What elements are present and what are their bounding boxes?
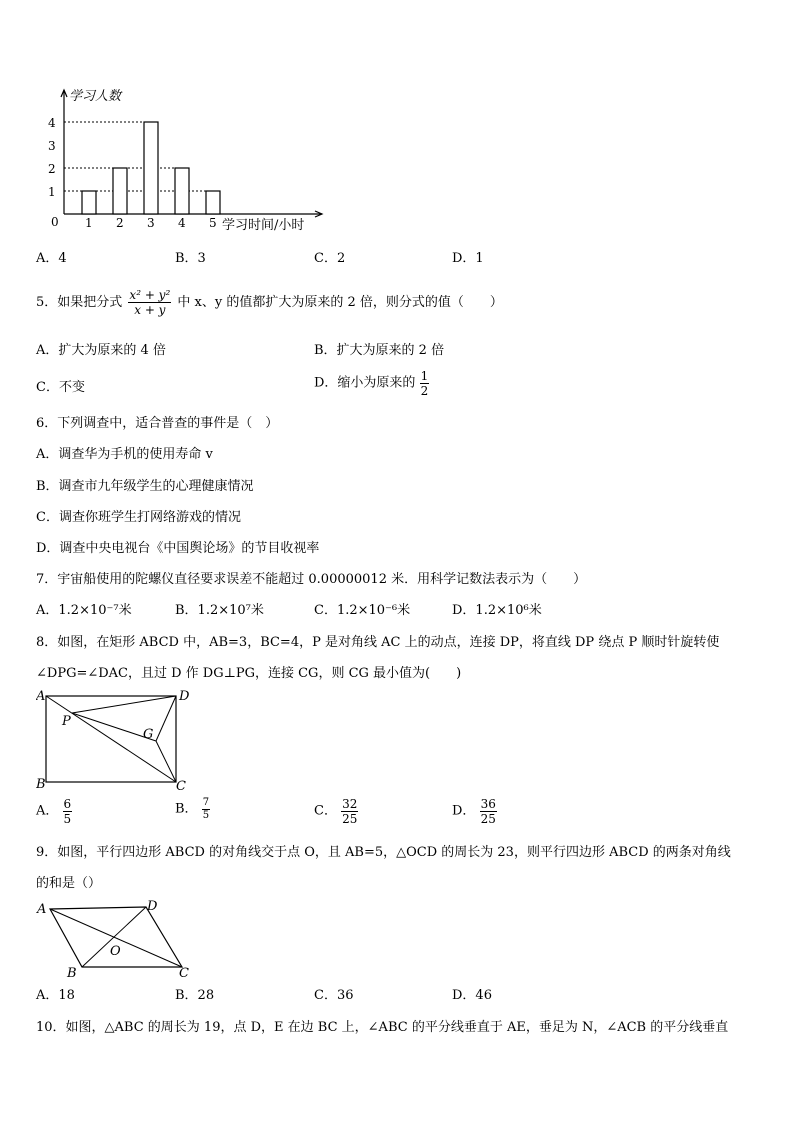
- q5-option-d-fraction: [420, 369, 430, 398]
- q8-a-denominator: 5: [63, 812, 72, 826]
- q8-option-b: [175, 797, 210, 822]
- q6-option-d: D．调查中央电视台《中国舆论场》的节目收视率: [36, 541, 320, 556]
- q9-option-a: A．18: [36, 988, 75, 1003]
- q8-option-b-letter: B．: [175, 801, 198, 817]
- q4-option-b: B．3: [175, 251, 206, 266]
- x-tick-label-3: 3: [147, 216, 155, 230]
- label-p: P: [62, 714, 71, 729]
- label-c: C: [176, 779, 186, 792]
- q5-fraction: [128, 288, 171, 317]
- q5-suffix: 中 x、y 的值都扩大为原来的 2 倍，则分式的值（ ）: [177, 295, 503, 310]
- q8-option-a: [36, 797, 72, 826]
- label-d: D: [147, 899, 158, 914]
- x-tick-label-2: 2: [116, 216, 124, 230]
- label-a: A: [37, 902, 47, 917]
- q4-option-a: A．4: [36, 251, 67, 266]
- study-time-bar-chart: [40, 80, 340, 240]
- y-axis-label: 学习人数: [69, 89, 122, 104]
- q8-option-b-fraction: [202, 797, 210, 822]
- label-g: G: [143, 727, 154, 742]
- q8-option-d-fraction: [480, 797, 497, 826]
- x-tick-label-4: 4: [178, 216, 186, 230]
- q4-option-c: C．2: [314, 251, 346, 266]
- q7-stem: 7．宇宙船使用的陀螺仪直径要求误差不能超过 0.00000012 米．用科学记数法表示为（ ）: [36, 572, 587, 587]
- q5-d-denominator: 2: [420, 384, 429, 398]
- segment-pd: [72, 696, 176, 713]
- y-tick-label-1: 1: [48, 185, 56, 199]
- q8-stem-line1: 8．如图，在矩形 ABCD 中，AB=3，BC=4，P 是对角线 AC 上的动点，连接 DP，将直线 DP 绕点 P 顺时针旋转使: [36, 635, 720, 650]
- q8-a-numerator: 6: [63, 797, 72, 811]
- q5-option-c: C．不变: [36, 380, 85, 395]
- q6-option-c: C．调查你班学生打网络游戏的情况: [36, 510, 241, 525]
- q8-option-a-letter: A．: [36, 803, 59, 819]
- q7-option-d: D．1.2×10⁶米: [452, 603, 542, 618]
- x-axis-label: 学习时间/小时: [222, 218, 305, 233]
- y-tick-label-2: 2: [48, 162, 56, 176]
- q5-option-d: [314, 369, 429, 398]
- q9-stem-line1: 9．如图，平行四边形 ABCD 的对角线交于点 O，且 AB=5，△OCD 的周长为 23，则平行四边形 ABCD 的两条对角线: [36, 845, 731, 860]
- q5-stem: [36, 288, 503, 317]
- label-o: O: [110, 944, 121, 959]
- q7-option-a: A．1.2×10⁻⁷米: [36, 603, 132, 618]
- q9-option-b: B．28: [175, 988, 215, 1003]
- label-d: D: [179, 689, 190, 704]
- x-tick-label-5: 5: [209, 216, 217, 230]
- q6-option-b: B．调查市九年级学生的心理健康情况: [36, 479, 254, 494]
- bar-3: [144, 122, 158, 214]
- q6-option-a: A．调查华为手机的使用寿命 v: [36, 447, 213, 462]
- y-tick-label-4: 4: [48, 116, 56, 130]
- bar-1: [82, 191, 96, 214]
- q8-stem-line2: ∠DPG=∠DAC，且过 D 作 DG⊥PG，连接 CG，则 CG 最小值为( ): [36, 666, 462, 681]
- q7-option-c: C．1.2×10⁻⁶米: [314, 603, 411, 618]
- q5-fraction-denominator: x + y: [134, 303, 166, 317]
- origin-label: 0: [51, 215, 59, 229]
- q9-option-d: D．46: [452, 988, 492, 1003]
- q4-option-d: D．1: [452, 251, 484, 266]
- q7-option-b: B．1.2×10⁷米: [175, 603, 264, 618]
- segment-dg: [156, 696, 176, 741]
- q5-option-d-text: D．缩小为原来的: [314, 375, 416, 391]
- q8-option-c: [314, 797, 358, 826]
- label-b: B: [67, 966, 77, 980]
- label-c: C: [179, 966, 189, 980]
- q8-b-numerator: 7: [202, 797, 210, 808]
- bar-4: [175, 168, 189, 214]
- q8-option-c-letter: C．: [314, 803, 337, 819]
- q10-stem-line1: 10．如图，△ABC 的周长为 19，点 D，E 在边 BC 上，∠ABC 的平分线垂直于 AE，垂足为 N，∠ACB 的平分线垂直: [36, 1020, 729, 1035]
- q8-option-d: [452, 797, 497, 826]
- label-b: B: [36, 777, 46, 792]
- q8-option-d-letter: D．: [452, 803, 476, 819]
- q8-c-denominator: 25: [342, 812, 358, 826]
- x-tick-label-1: 1: [85, 216, 93, 230]
- q8-b-denominator: 5: [202, 810, 210, 821]
- q5-prefix: 5．如果把分式: [36, 295, 123, 310]
- y-tick-label-3: 3: [48, 139, 56, 153]
- q8-option-c-fraction: [341, 797, 358, 826]
- q8-d-denominator: 25: [480, 812, 496, 826]
- q5-option-b: B．扩大为原来的 2 倍: [314, 343, 445, 358]
- bar-2: [113, 168, 127, 214]
- q9-parallelogram-figure: [36, 896, 196, 980]
- q6-stem: 6．下列调查中，适合普查的事件是（ ）: [36, 416, 279, 431]
- q8-option-a-fraction: [63, 797, 73, 826]
- q9-stem-line2: 的和是（）: [36, 876, 102, 891]
- q8-c-numerator: 32: [342, 797, 358, 811]
- bar-5: [206, 191, 220, 214]
- q8-rectangle-figure: [36, 688, 196, 792]
- q5-fraction-numerator: x² + y²: [129, 288, 171, 302]
- label-a: A: [36, 689, 46, 704]
- q5-option-a: A．扩大为原来的 4 倍: [36, 343, 166, 358]
- q8-d-numerator: 36: [480, 797, 496, 811]
- q9-option-c: C．36: [314, 988, 354, 1003]
- q5-d-numerator: 1: [420, 369, 429, 383]
